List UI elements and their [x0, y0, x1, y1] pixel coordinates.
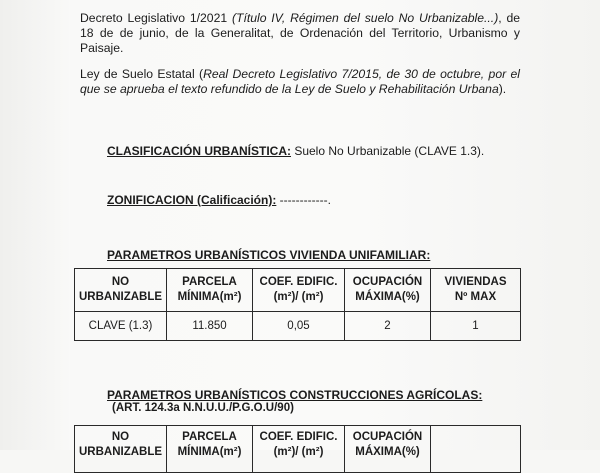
table1-cell: 0,05 [253, 312, 345, 341]
clasificacion-line [107, 144, 484, 158]
table1-header-cell: PARCELA MÍNIMA(m²) [167, 269, 253, 312]
table1-header-cell: NO URBANIZABLE [75, 269, 167, 312]
table2-header-row [75, 426, 521, 473]
table2-title-text: PARAMETROS URBANÍSTICOS CONSTRUCCIONES AGRÍCOLAS: [107, 388, 483, 402]
table2-header-cell: COEF. EDIFIC. (m²)/ (m²) [253, 426, 345, 473]
table2-header-cell: NO URBANIZABLE [75, 426, 167, 473]
ley-text: Ley de Suelo Estatal ( [80, 67, 204, 81]
table1-title-text: PARAMETROS URBANÍSTICOS VIVIENDA UNIFAMILIAR: [107, 248, 431, 262]
table2-subtitle: (ART. 124.3a N.N.U.U./P.G.O.U/90) [112, 402, 294, 414]
vivienda-unifamiliar-table [74, 268, 521, 341]
ley-suffix: ). [498, 82, 507, 96]
table1-cell: CLAVE (1.3) [75, 312, 167, 341]
table1-header-cell: VIVIENDAS Nº MAX [431, 269, 521, 312]
table1-header-cell: COEF. EDIFIC. (m²)/ (m²) [253, 269, 345, 312]
ley-reference [80, 67, 520, 97]
zonificacion-line [107, 193, 331, 207]
table1-cell: 1 [431, 312, 521, 341]
decreto-reference [80, 11, 520, 56]
clasificacion-value: Suelo No Urbanizable (CLAVE 1.3). [291, 144, 485, 158]
table1-header-row [75, 269, 521, 312]
table1-title [107, 248, 430, 262]
table2-title [107, 388, 482, 402]
table2-header-cell: OCUPACIÓN MÁXIMA(%) [345, 426, 431, 473]
table2-header-cell [431, 426, 521, 473]
zonificacion-value: ------------. [276, 193, 331, 207]
table1-header-cell: OCUPACIÓN MÁXIMA(%) [345, 269, 431, 312]
table2-header-cell: PARCELA MÍNIMA(m²) [167, 426, 253, 473]
clasificacion-label: CLASIFICACIÓN URBANÍSTICA: [107, 144, 291, 158]
zonificacion-label: ZONIFICACION (Calificación): [107, 193, 277, 207]
table1-cell: 11.850 [167, 312, 253, 341]
decreto-suffix: , de 18 de de junio, de la Generalitat, de Ordenación del Territorio, Urbanismo y Paisaje. [80, 11, 521, 55]
construcciones-agricolas-table [74, 425, 521, 473]
decreto-italic: (Título IV, Régimen del suelo No Urbanizable...) [231, 11, 499, 25]
table1-cell: 2 [345, 312, 431, 341]
decreto-text: Decreto Legislativo 1/2021 [80, 11, 232, 25]
ley-italic: Real Decreto Legislativo 7/2015, de 30 de octubre, por el que se aprueba el texto refundido de la Ley de Suelo y Rehabilitación Urbana [80, 67, 520, 96]
table-row [75, 312, 521, 341]
